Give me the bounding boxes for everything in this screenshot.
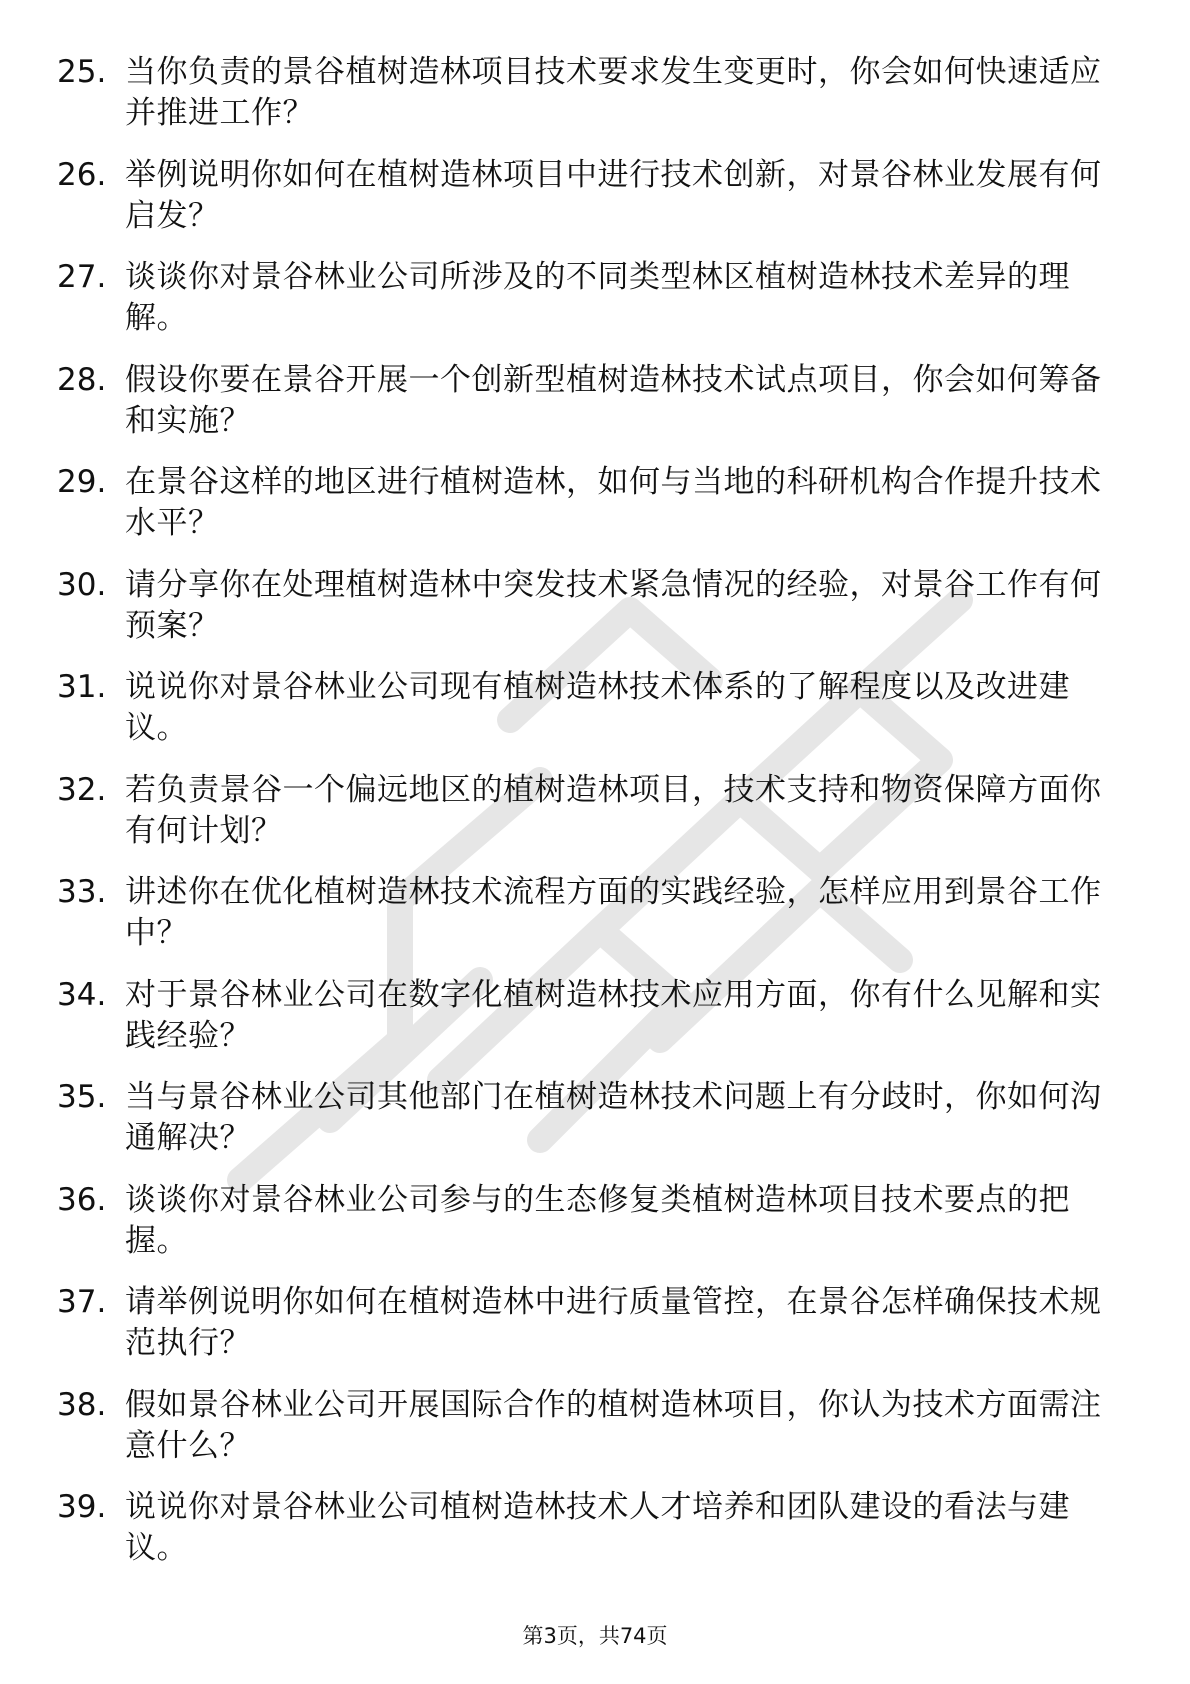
question-number: 34. (57, 976, 107, 1013)
question-item-26 (0, 155, 1190, 258)
question-text: 谈谈你对景谷林业公司参与的生态修复类植树造林项目技术要点的把握。 (125, 1181, 1070, 1259)
question-text: 谈谈你对景谷林业公司所涉及的不同类型林区植树造林技术差异的理解。 (125, 259, 1070, 336)
question-number: 36. (57, 1181, 107, 1218)
question-item-35 (0, 1077, 1190, 1180)
question-number: 38. (57, 1386, 107, 1423)
question-number: 25. (57, 54, 107, 90)
question-text: 讲述你在优化植树造林技术流程方面的实践经验，怎样应用到景谷工作中？ (125, 874, 1102, 951)
question-text: 当你负责的景谷植树造林项目技术要求发生变更时，你会如何快速适应并推进工作？ (125, 54, 1102, 131)
question-text: 举例说明你如何在植树造林项目中进行技术创新，对景谷林业发展有何启发？ (125, 156, 1102, 234)
question-item-34 (0, 975, 1190, 1078)
question-item-36 (0, 1180, 1190, 1283)
question-number: 35. (57, 1079, 107, 1115)
question-item-29 (0, 462, 1190, 565)
question-item-25 (0, 52, 1190, 155)
question-text: 若负责景谷一个偏远地区的植树造林项目，技术支持和物资保障方面你有何计划？ (125, 771, 1102, 849)
question-number: 39. (57, 1489, 107, 1525)
question-text: 说说你对景谷林业公司植树造林技术人才培养和团队建设的看法与建议。 (125, 1489, 1070, 1566)
question-number: 32. (57, 771, 107, 808)
question-number: 37. (57, 1284, 107, 1320)
question-text: 当与景谷林业公司其他部门在植树造林技术问题上有分歧时，你如何沟通解决？ (125, 1079, 1102, 1156)
question-item-31 (0, 667, 1190, 770)
question-number: 30. (57, 566, 107, 603)
question-text: 请举例说明你如何在植树造林中进行质量管控，在景谷怎样确保技术规范执行？ (125, 1284, 1102, 1361)
question-item-33 (0, 872, 1190, 975)
question-item-39 (0, 1487, 1190, 1590)
question-number: 29. (57, 464, 107, 500)
question-text: 请分享你在处理植树造林中突发技术紧急情况的经验，对景谷工作有何预案？ (125, 566, 1102, 644)
question-number: 31. (57, 669, 107, 705)
question-item-30 (0, 565, 1190, 668)
question-number: 28. (57, 361, 107, 398)
question-text: 说说你对景谷林业公司现有植树造林技术体系的了解程度以及改进建议。 (125, 669, 1070, 746)
question-item-28 (0, 360, 1190, 463)
question-number: 26. (57, 156, 107, 193)
question-item-37 (0, 1282, 1190, 1385)
question-number: 33. (57, 874, 107, 910)
question-item-27 (0, 257, 1190, 360)
question-item-38 (0, 1385, 1190, 1488)
question-list (0, 52, 1190, 1590)
question-text: 对于景谷林业公司在数字化植树造林技术应用方面，你有什么见解和实践经验？ (125, 976, 1102, 1054)
question-item-32 (0, 770, 1190, 873)
question-text: 假设你要在景谷开展一个创新型植树造林技术试点项目，你会如何筹备和实施？ (125, 361, 1102, 439)
question-number: 27. (57, 259, 107, 295)
page-footer: 第3页，共74页 (522, 1624, 668, 1648)
question-text: 假如景谷林业公司开展国际合作的植树造林项目，你认为技术方面需注意什么？ (125, 1386, 1102, 1464)
question-text: 在景谷这样的地区进行植树造林，如何与当地的科研机构合作提升技术水平？ (125, 464, 1102, 541)
